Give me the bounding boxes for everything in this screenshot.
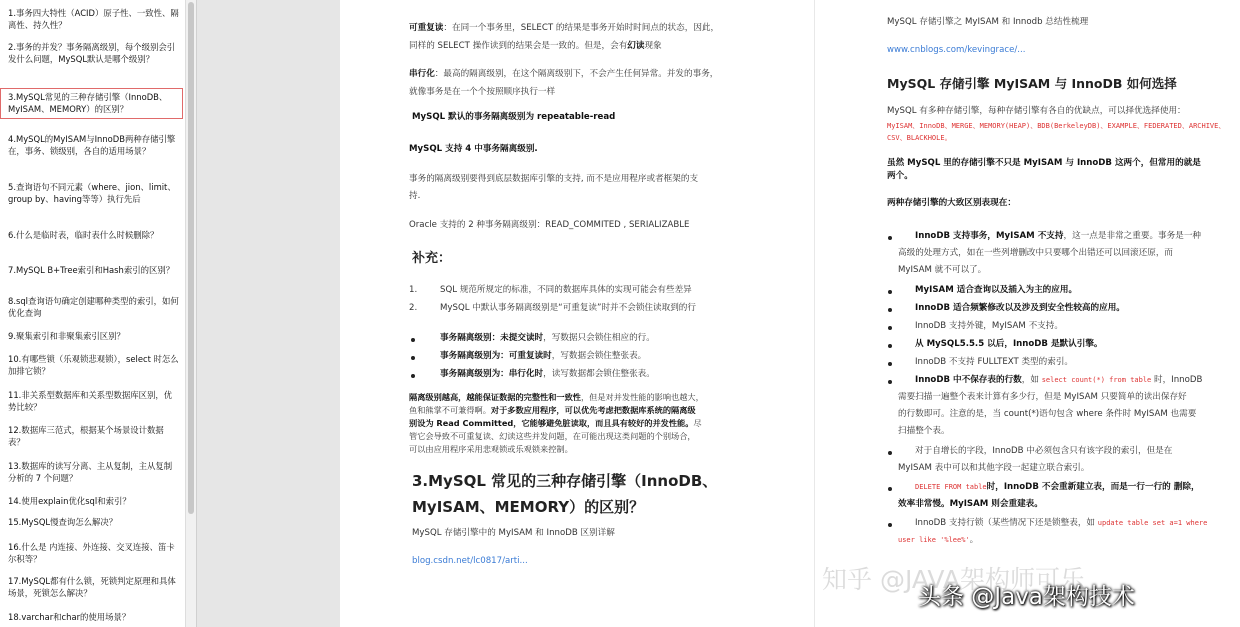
outline-item[interactable]: 7.MySQL B+Tree索引和Hash索引的区别？ — [8, 265, 175, 275]
supplement-heading: 补充： — [412, 251, 452, 266]
diff-8-text-2: MyISAM 表中可以和其他字段一起建立联合索引。 — [898, 463, 1090, 473]
diff-7-text-4: 扫描整个表。 — [898, 426, 950, 436]
engine-support-text-2: 持. — [409, 191, 421, 201]
outline-item[interactable]: 11.非关系型数据库和关系型数据库区别，优势比较？ — [8, 390, 173, 412]
bullet-2-label: 事务隔离级别为：可重复读时 — [440, 351, 552, 361]
bullet-dot — [888, 362, 892, 366]
document-page-right — [815, 0, 1240, 627]
zhihu-watermark: 知乎 @JAVA架构师可乐 — [822, 565, 1085, 594]
common-engines-note: 虽然 MySQL 里的存储引擎不只是 MyISAM 与 InnoDB 这两个，但常用的就是 — [887, 158, 1201, 168]
summary-article-title: MySQL 存储引擎之 MyISAM 和 Innodb 总结性梳理 — [887, 17, 1089, 27]
diff-7-text-b: 时，InnoDB — [1151, 375, 1203, 385]
cnblogs-link[interactable]: www.cnblogs.com/kevingrace/... — [887, 45, 1026, 55]
serializable-label: 串行化 — [409, 69, 435, 79]
outline-item[interactable]: 5.查询语句不同元素（where、jion、limit、group by、having等等）执行先后 — [8, 182, 176, 204]
outline-item[interactable]: 18.varchar和char的使用场景？ — [8, 612, 131, 622]
isolation-para-bold-2: 对于多数应用程序，可以优先考虑把数据库系统的隔离级 — [490, 405, 696, 415]
diff-1-text-2: 高级的处理方式，如在一些列增删改中只要哪个出错还可以回滚还原，而 — [898, 248, 1174, 258]
diff-6: InnoDB 不支持 FULLTEXT 类型的索引。 — [915, 357, 1074, 367]
bullet-dot — [888, 487, 892, 491]
bullet-dot — [411, 356, 415, 360]
diff-7-code: select count(*) from table — [1041, 376, 1152, 384]
list-number-2: 2. — [409, 303, 418, 313]
engine-list-line-2: CSV、BLACKHOLE。 — [887, 134, 952, 142]
diff-7-label: InnoDB 中不保存表的行数 — [915, 375, 1022, 385]
outline-item[interactable]: 10.有哪些锁（乐观锁悲观锁），select 时怎么加排它锁？ — [8, 354, 179, 376]
diff-4: InnoDB 支持外键，MyISAM 不支持。 — [915, 321, 1063, 331]
engine-support-text: 事务的隔离级别要得到底层数据库引擎的支持, 而不是应用程序或者框架的支 — [409, 174, 699, 184]
differences-intro: 两种存储引擎的大致区别表现在： — [887, 198, 1016, 208]
section-heading-line-1: 3.MySQL 常见的三种存储引擎（InnoDB、 — [412, 472, 718, 490]
outline-item[interactable]: 8.sql查询语句确定创建哪种类型的索引，如何优化查询 — [8, 296, 179, 318]
isolation-para-text-2: 鱼和熊掌不可兼得啊。 — [409, 405, 491, 415]
outline-item[interactable]: 4.MySQL的MyISAM与InnoDB两种存储引擎在，事务、锁级别，各自的适用场景？ — [8, 134, 176, 156]
document-page-left — [340, 0, 814, 627]
bullet-dot — [411, 374, 415, 378]
diff-1-text: ，这一点是非常之重要。事务是一种 — [1063, 231, 1202, 241]
list-item-1: SQL 规范所规定的标准，不同的数据库具体的实现可能会有些差异 — [440, 285, 692, 295]
outline-item[interactable]: 13.数据库的读写分离、主从复制，主从复制分析的 7 个问题？ — [8, 461, 173, 483]
isolation-para-bold-1: 隔离级别越高，越能保证数据的完整性和一致性 — [409, 392, 581, 402]
diff-1-text-3: MyISAM 就不可以了。 — [898, 265, 987, 275]
diff-2: MyISAM 适合查询以及插入为主的应用。 — [915, 285, 1078, 295]
bullet-3-text: ，读写数据都会锁住整张表。 — [543, 369, 655, 379]
oracle-levels-text: Oracle 支持的 2 种事务隔离级别：READ_COMMITED , SERIALIZABLE — [409, 220, 690, 230]
diff-9-code: DELETE FROM table — [915, 483, 987, 491]
outline-item[interactable]: 9.聚集索引和非聚集索引区别？ — [8, 331, 125, 341]
isolation-para-text-4: 管它会导致不可重复读、幻读这些并发问题，在可能出现这类问题的个别场合， — [409, 431, 696, 441]
diff-10-text-2: 。 — [969, 535, 979, 545]
bullet-dot — [888, 308, 892, 312]
repeatable-read-text-3: 现象 — [644, 41, 662, 51]
engine-choice-heading: MySQL 存储引擎 MyISAM 与 InnoDB 如何选择 — [887, 76, 1177, 91]
diff-7-text-a: ，如 — [1021, 375, 1042, 385]
section-heading-line-2: MyISAM、MEMORY）的区别？ — [412, 498, 645, 516]
repeatable-read-text-2: 同样的 SELECT 操作读到的结果会是一致的。但是，会有 — [409, 41, 628, 51]
diff-5: 从 MySQL5.5.5 以后，InnoDB 是默认引擎。 — [915, 339, 1103, 349]
outline-item[interactable]: 17.MySQL都有什么锁，死锁判定原理和具体场景，死锁怎么解决？ — [8, 576, 176, 598]
serializable-text: ：最高的隔离级别，在这个隔离级别下，不会产生任何异常。并发的事务， — [434, 69, 719, 79]
diff-10-code-2: user like '%lee%' — [898, 536, 970, 544]
diff-9-text: 时，InnoDB 不会重新建立表，而是一行一行的 删除， — [986, 482, 1200, 492]
common-engines-note-2: 两个。 — [887, 171, 913, 181]
engine-article-title: MySQL 存储引擎中的 MyISAM 和 InnoDB 区别详解 — [412, 528, 615, 538]
outline-item[interactable]: 16.什么是 内连接、外连接、交叉连接、笛卡尔积等？ — [8, 542, 175, 564]
diff-10-text: InnoDB 支持行锁（某些情况下还是锁整表，如 — [915, 518, 1098, 528]
diff-9-text-2: 效率非常慢。MyISAM 则会重建表。 — [898, 499, 1043, 509]
outline-item[interactable]: 1.事务四大特性（ACID）原子性、一致性、隔离性、持久性？ — [8, 8, 179, 30]
bullet-3-label: 事务隔离级别为：串行化时 — [440, 369, 544, 379]
bullet-1-label: 事务隔离级别：未提交读时 — [440, 333, 544, 343]
default-isolation-note: MySQL 默认的事务隔离级别为 repeatable-read — [412, 112, 616, 122]
outline-sidebar — [0, 0, 197, 627]
repeatable-read-label: 可重复读 — [409, 23, 444, 33]
outline-item[interactable]: 14.使用explain优化sql和索引？ — [8, 496, 131, 506]
diff-1-label: InnoDB 支持事务，MyISAM 不支持 — [915, 231, 1064, 241]
outline-item[interactable]: 2.事务的并发？事务隔离级别，每个级别会引发什么问题，MySQL默认是哪个级别？ — [8, 42, 176, 64]
bullet-1-text: ，写数据只会锁住相应的行。 — [543, 333, 655, 343]
diff-7-text-3: 的行数即可。注意的是，当 count(*)语句包含 where 条件时 MyISAM 也需要 — [898, 409, 1197, 419]
outline-item[interactable]: 3.MySQL常见的三种存储引擎（InnoDB、MyISAM、MEMORY）的区别？ — [0, 88, 183, 119]
outline-scrollbar[interactable] — [185, 0, 196, 627]
toutiao-watermark: 头条 @Java架构技术 — [918, 584, 1135, 610]
support-levels-note: MySQL 支持 4 中事务隔离级别. — [409, 144, 538, 154]
bullet-dot — [888, 451, 892, 455]
diff-10-code: update table set a=1 where — [1097, 519, 1208, 527]
bullet-dot — [411, 338, 415, 342]
csdn-link[interactable]: blog.csdn.net/lc0817/arti... — [412, 556, 528, 566]
isolation-para-text-5: 可以由应用程序采用悲观锁或乐观锁来控制。 — [409, 444, 573, 454]
isolation-para-text-1: ，但是对并发性能的影响也越大， — [580, 392, 704, 402]
isolation-para-bold-3: 别设为 Read Committed，它能够避免脏读取，而且具有较好的并发性能。 — [409, 418, 694, 428]
diff-3: InnoDB 适合频繁修改以及涉及到安全性较高的应用。 — [915, 303, 1125, 313]
engine-list-line-1: MyISAM、InnoDB、MERGE、MEMORY(HEAP)、BDB(BerkeleyDB)、EXAMPLE、FEDERATED、ARCHIVE、 — [887, 122, 1226, 130]
document-background — [197, 0, 340, 627]
engine-intro-text: MySQL 有多种存储引擎，每种存储引擎有各自的优缺点，可以择优选择使用： — [887, 106, 1186, 116]
bullet-dot — [888, 326, 892, 330]
isolation-para-text-3: 尽 — [693, 418, 702, 428]
outline-item[interactable]: 12.数据库三范式，根据某个场景设计数据表？ — [8, 425, 164, 447]
serializable-text-2: 就像事务是在一个个按照顺序执行一样 — [409, 87, 556, 97]
bullet-dot — [888, 344, 892, 348]
bullet-dot — [888, 290, 892, 294]
outline-item[interactable]: 15.MySQL慢查询怎么解决？ — [8, 517, 118, 527]
outline-item[interactable]: 6.什么是临时表，临时表什么时候删除？ — [8, 230, 159, 240]
list-number-1: 1. — [409, 285, 418, 295]
phantom-read-term: 幻读 — [627, 41, 645, 51]
bullet-2-text: ，写数据会锁住整张表。 — [551, 351, 647, 361]
diff-7-text-2: 需要扫描一遍整个表来计算有多少行，但是 MyISAM 只要简单的读出保存好 — [898, 392, 1187, 402]
bullet-dot — [888, 380, 892, 384]
bullet-dot — [888, 236, 892, 240]
diff-8-text: 对于自增长的字段，InnoDB 中必须包含只有该字段的索引，但是在 — [915, 446, 1173, 456]
repeatable-read-text: ：在同一个事务里，SELECT 的结果是事务开始时时间点的状态，因此， — [443, 23, 720, 33]
outline-scrollbar-thumb[interactable] — [188, 2, 194, 514]
list-item-2: MySQL 中默认事务隔离级别是“可重复读”时并不会锁住读取到的行 — [440, 303, 696, 313]
bullet-dot — [888, 523, 892, 527]
